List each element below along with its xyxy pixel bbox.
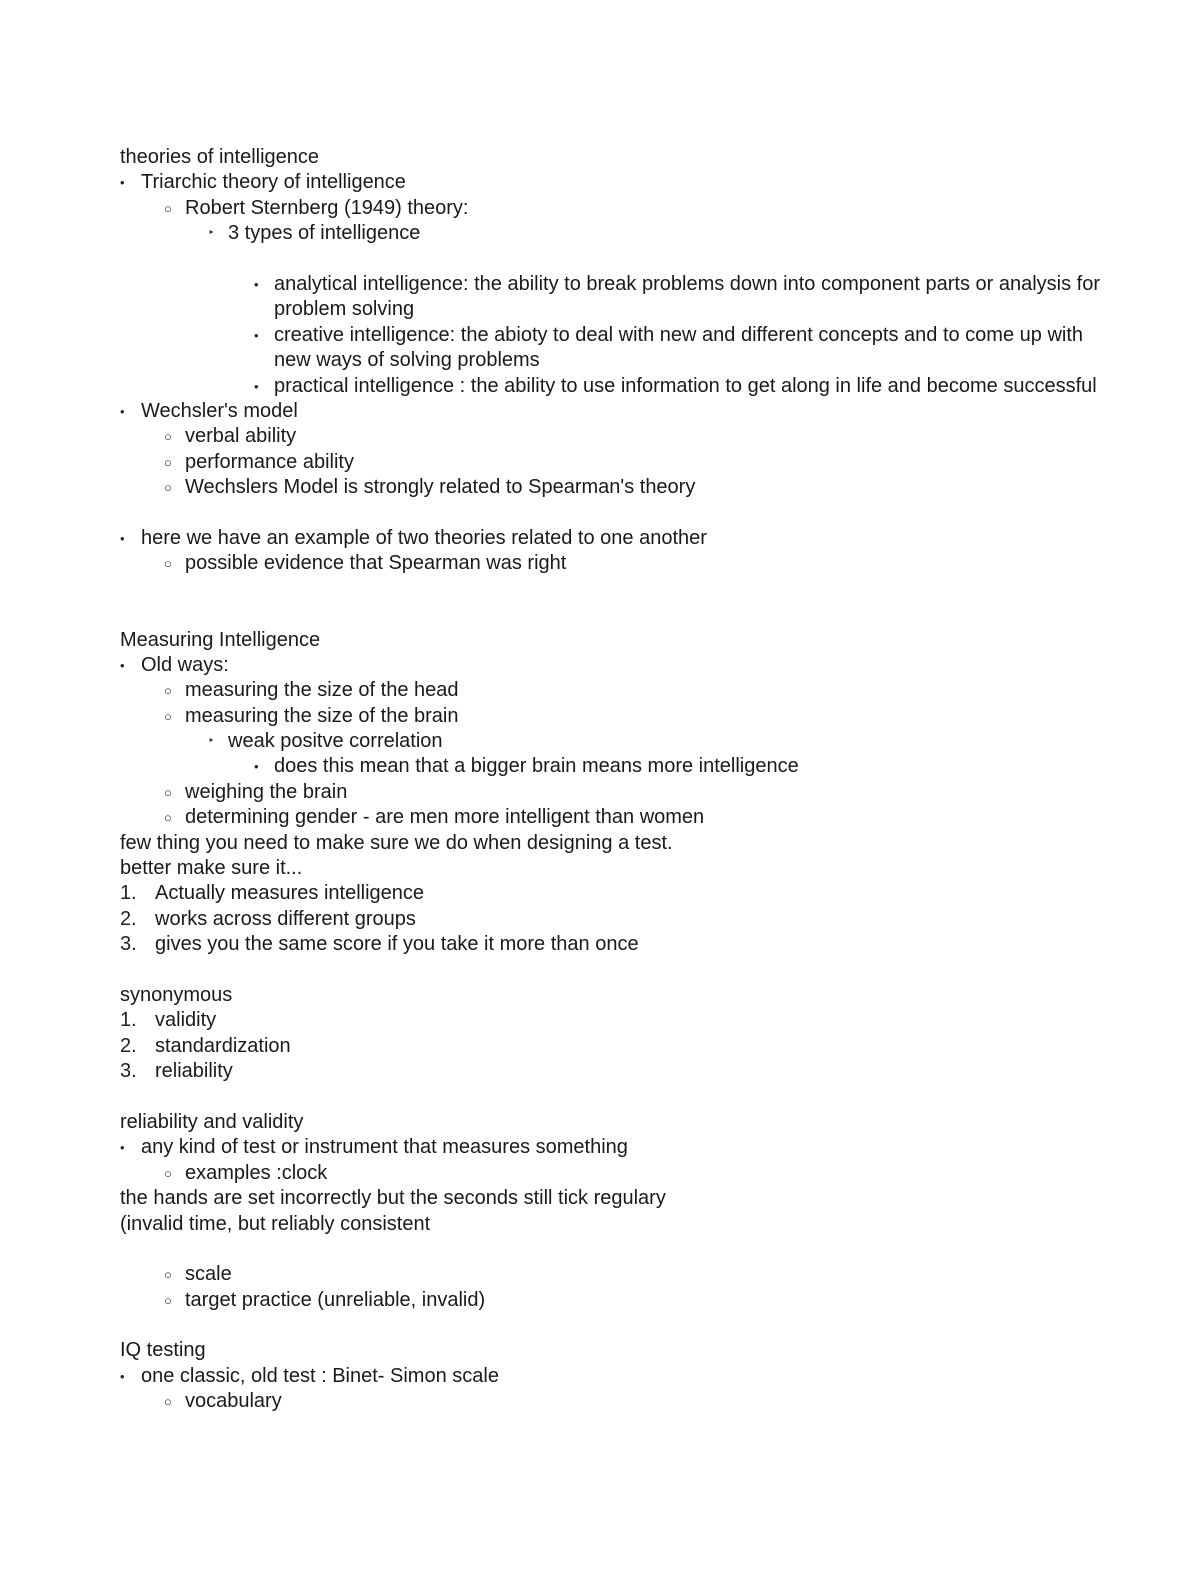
- sub-bullet-item: ○ Wechslers Model is strongly related to Spearman's theory: [120, 475, 1100, 500]
- arrow-bullet-icon: ‣: [208, 735, 215, 748]
- spacer: [120, 958, 1100, 983]
- circle-bullet-icon: ○: [164, 480, 172, 496]
- circle-bullet-icon: ○: [164, 1292, 172, 1308]
- numbered-item: 1. validity: [120, 1008, 1100, 1033]
- sub-bullet-item: ○ verbal ability: [120, 424, 1100, 449]
- section-heading-iq-testing: IQ testing: [120, 1339, 206, 1362]
- section-heading-synonymous: synonymous: [120, 983, 233, 1006]
- circle-bullet-icon: ○: [164, 1267, 172, 1283]
- spacer: [120, 1085, 1100, 1110]
- sub-bullet-item: ○ performance ability: [120, 450, 1100, 475]
- bullet-item: • here we have an example of two theories related to one another: [120, 526, 1100, 551]
- circle-bullet-icon: ○: [164, 454, 172, 470]
- sub-bullet-item: ○ weighing the brain: [120, 780, 1100, 805]
- sub-bullet-item: ○ target practice (unreliable, invalid): [120, 1288, 1100, 1313]
- list-number: 3.: [120, 933, 137, 956]
- list-number: 1.: [120, 882, 137, 905]
- level4-bullet-item: • does this mean that a bigger brain means more intelligence: [120, 754, 1100, 779]
- list-number: 1.: [120, 1009, 137, 1032]
- bullet-item: • Old ways:: [120, 653, 1100, 678]
- level4-bullet-item: • creative intelligence: the abioty to deal with new and different concepts and to come up with new ways of solving problems: [254, 323, 1084, 372]
- circle-bullet-icon: ○: [164, 429, 172, 445]
- paragraph-line: (invalid time, but reliably consistent: [120, 1212, 431, 1235]
- level4-bullet-item: • practical intelligence : the ability to use information to get along in life and become successful: [120, 374, 1100, 399]
- bullet-item: • one classic, old test : Binet- Simon scale: [120, 1364, 1100, 1389]
- circle-bullet-icon: ○: [164, 200, 172, 216]
- list-number: 2.: [120, 907, 137, 930]
- sub-bullet-item: ○ vocabulary: [120, 1389, 1100, 1414]
- bullet-icon: •: [120, 403, 125, 419]
- numbered-item: 3. gives you the same score if you take it more than once: [120, 932, 1100, 957]
- bullet-icon: •: [120, 530, 125, 546]
- sub-bullet-item: ○ examples :clock: [120, 1161, 1100, 1186]
- document-page: [120, 145, 1100, 1415]
- sub-bullet-item: ○ scale: [120, 1262, 1100, 1287]
- numbered-item: 1. Actually measures intelligence: [120, 881, 1100, 906]
- bullet-icon: •: [254, 327, 259, 343]
- bullet-icon: •: [120, 1368, 125, 1384]
- circle-bullet-icon: ○: [164, 1394, 172, 1410]
- bullet-item: • any kind of test or instrument that measures something: [120, 1135, 1100, 1160]
- paragraph-line: better make sure it...: [120, 857, 303, 880]
- list-number: 3.: [120, 1060, 137, 1083]
- list-number: 2.: [120, 1034, 137, 1057]
- circle-bullet-icon: ○: [164, 1165, 172, 1181]
- bullet-item: • Wechsler's model: [120, 399, 1100, 424]
- circle-bullet-icon: ○: [164, 810, 172, 826]
- sub-sub-bullet-item: ‣ 3 types of intelligence: [120, 221, 1100, 246]
- arrow-bullet-icon: ‣: [208, 227, 215, 240]
- bullet-icon: •: [120, 1140, 125, 1156]
- paragraph-line: the hands are set incorrectly but the seconds still tick regulary: [120, 1187, 666, 1210]
- sub-bullet-item: ○ measuring the size of the head: [120, 678, 1100, 703]
- circle-bullet-icon: ○: [164, 708, 172, 724]
- spacer: [120, 247, 1100, 272]
- section-heading-theories: theories of intelligence: [120, 146, 320, 168]
- spacer: [120, 1313, 1100, 1338]
- spacer: [120, 577, 1100, 628]
- numbered-item: 2. works across different groups: [120, 907, 1100, 932]
- bullet-icon: •: [254, 276, 259, 292]
- bullet-icon: •: [254, 378, 259, 394]
- spacer: [120, 501, 1100, 526]
- circle-bullet-icon: ○: [164, 784, 172, 800]
- circle-bullet-icon: ○: [164, 683, 172, 699]
- bullet-icon: •: [120, 657, 125, 673]
- section-heading-measuring: Measuring Intelligence: [120, 628, 321, 651]
- section-heading-reliability: reliability and validity: [120, 1110, 304, 1133]
- sub-bullet-item: ○ measuring the size of the brain: [120, 704, 1100, 729]
- paragraph-line: few thing you need to make sure we do when designing a test.: [120, 831, 673, 854]
- sub-bullet-item: ○ determining gender - are men more intelligent than women: [120, 805, 1100, 830]
- numbered-item: 3. reliability: [120, 1059, 1100, 1084]
- circle-bullet-icon: ○: [164, 556, 172, 572]
- spacer: [120, 1237, 1100, 1262]
- level4-bullet-item: • analytical intelligence: the ability to break problems down into component parts or analysis for problem solving: [254, 272, 1100, 321]
- bullet-icon: •: [254, 759, 259, 775]
- sub-bullet-item: ○ Robert Sternberg (1949) theory:: [120, 196, 1100, 221]
- bullet-icon: •: [120, 175, 125, 191]
- sub-bullet-item: ○ possible evidence that Spearman was right: [120, 551, 1100, 576]
- sub-sub-bullet-item: ‣ weak positve correlation: [120, 729, 1100, 754]
- numbered-item: 2. standardization: [120, 1034, 1100, 1059]
- bullet-item: • Triarchic theory of intelligence: [120, 170, 1100, 195]
